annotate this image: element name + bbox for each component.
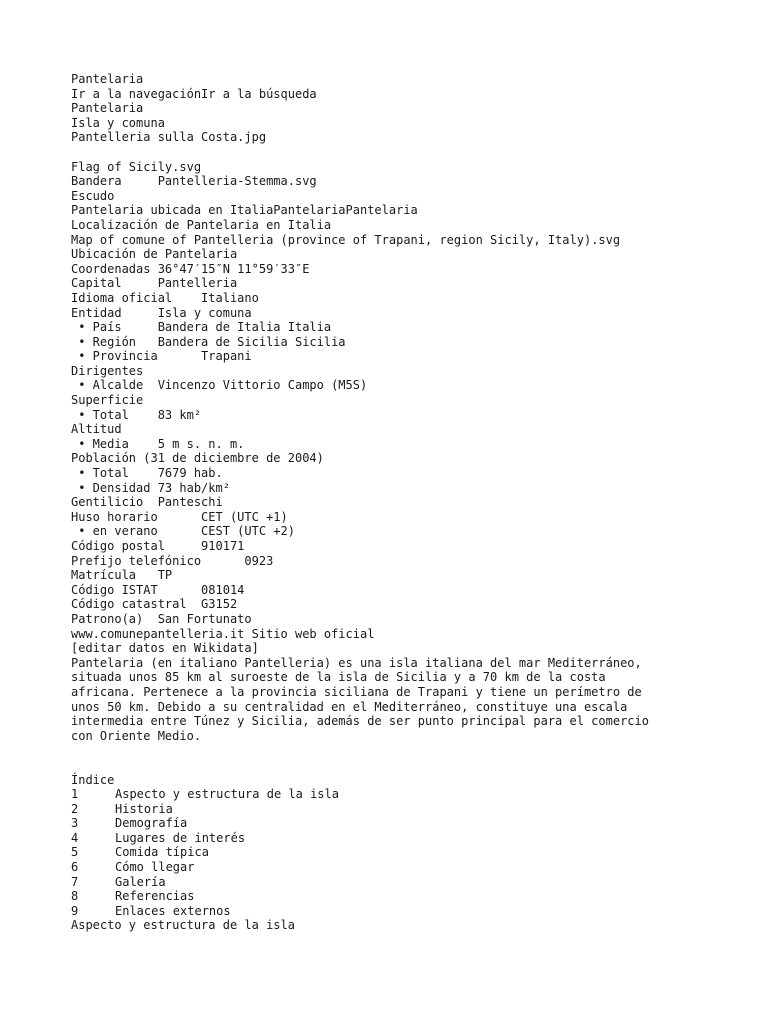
infobox-row: Altitud (71, 422, 122, 437)
toc-item-number: 9 (71, 903, 79, 918)
infobox-row: Capital Pantelleria (71, 276, 238, 291)
header-block (71, 72, 711, 145)
table-of-contents (71, 773, 711, 919)
skip-links[interactable]: Ir a la navegaciónIr a la búsqueda (71, 86, 317, 101)
comune-map-text[interactable]: Map of comune of Pantelleria (province of Trapani, region Sicily, Italy).svg (71, 232, 621, 247)
intro-line: Pantelaria (en italiano Pantelleria) es una isla italiana del mar Mediterráneo, (71, 655, 642, 670)
infobox-subtitle: Isla y comuna (71, 115, 165, 130)
coordinates[interactable]: Coordenadas 36°47′15″N 11°59′33″E (71, 261, 310, 276)
infobox-row: Matrícula TP (71, 568, 173, 583)
infobox-row: Entidad Isla y comuna (71, 305, 252, 320)
toc-item-number: 8 (71, 889, 79, 904)
toc-item-label[interactable]: Comida típica (115, 845, 209, 860)
toc-item-number: 2 (71, 801, 79, 816)
toc-item-number: 6 (71, 860, 79, 875)
infobox-row: Superficie (71, 393, 144, 408)
infobox-row: • en verano CEST (UTC +2) (71, 524, 295, 539)
infobox-title: Pantelaria (71, 101, 144, 116)
infobox-row: Código postal 910171 (71, 539, 245, 553)
spacer (71, 145, 711, 160)
infobox-row: • Densidad 73 hab/km² (71, 480, 230, 495)
toc-item-label[interactable]: Enlaces externos (115, 903, 231, 918)
toc-item-label[interactable]: Referencias (115, 889, 195, 904)
toc-item-label[interactable]: Aspecto y estructura de la isla (115, 787, 339, 802)
page-title: Pantelaria (71, 72, 144, 86)
infobox-media (71, 160, 711, 277)
infobox-row: • Provincia Trapani (71, 349, 252, 364)
escudo-label: Escudo (71, 188, 115, 203)
edit-wikidata-link[interactable]: [editar datos en Wikidata] (71, 641, 259, 656)
toc-item[interactable] (71, 831, 711, 846)
intro-line: africana. Pertenece a la provincia siciliana de Trapani y tiene un perímetro de (71, 684, 642, 699)
intro-paragraph (71, 656, 711, 744)
infobox-row: Gentilicio Panteschi (71, 495, 223, 510)
website-link[interactable]: www.comunepantelleria.it Sitio web oficial (71, 626, 375, 641)
toc-item-label[interactable]: Galería (115, 874, 166, 889)
main-image-caption[interactable]: Pantelleria sulla Costa.jpg (71, 130, 267, 145)
section-heading: Aspecto y estructura de la isla (71, 918, 295, 933)
toc-title: Índice (71, 772, 115, 787)
toc-item-number: 1 (71, 787, 79, 802)
spacer (71, 758, 711, 773)
toc-item[interactable] (71, 860, 711, 875)
flag-image-text[interactable]: Flag of Sicily.svg (71, 159, 202, 174)
bandera-row: Bandera Pantelleria-Stemma.svg (71, 174, 317, 189)
toc-item-number: 5 (71, 845, 79, 860)
toc-item[interactable] (71, 802, 711, 817)
infobox-row: • Total 7679 hab. (71, 466, 223, 481)
intro-line: unos 50 km. Debido a su centralidad en el Mediterráneo, constituye una escala (71, 699, 628, 714)
toc-item-label[interactable]: Demografía (115, 816, 188, 831)
infobox-row: • Alcalde Vincenzo Vittorio Campo (M5S) (71, 378, 368, 393)
location-map-text[interactable]: Pantelaria ubicada en ItaliaPantelariaPantelaria (71, 203, 418, 218)
infobox-row: Prefijo telefónico 0923 (71, 553, 274, 568)
toc-item[interactable] (71, 889, 711, 904)
intro-line: intermedia entre Túnez y Sicilia, además de ser punto principal para el comercio (71, 714, 649, 729)
toc-item[interactable] (71, 875, 711, 890)
location-caption: Localización de Pantelaria en Italia (71, 217, 332, 232)
infobox-row: • Media 5 m s. n. m. (71, 436, 245, 451)
infobox-row: • País Bandera de Italia Italia (71, 320, 332, 335)
infobox-row: Patrono(a) San Fortunato (71, 611, 252, 626)
toc-item[interactable] (71, 904, 711, 919)
spacer (71, 743, 711, 758)
infobox-row: Población (31 de diciembre de 2004) (71, 451, 324, 466)
infobox-table (71, 276, 711, 655)
infobox-row: Código ISTAT 081014 (71, 582, 245, 597)
intro-line: con Oriente Medio. (71, 728, 202, 743)
toc-item[interactable] (71, 845, 711, 860)
toc-item-label[interactable]: Historia (115, 801, 173, 816)
infobox-row: • Región Bandera de Sicilia Sicilia (71, 334, 346, 349)
ubicacion-caption: Ubicación de Pantelaria (71, 247, 238, 262)
infobox-row: Código catastral G3152 (71, 597, 238, 612)
infobox-row: Dirigentes (71, 363, 144, 378)
toc-item-number: 3 (71, 816, 79, 831)
toc-item[interactable] (71, 816, 711, 831)
toc-item[interactable] (71, 787, 711, 802)
toc-item-label[interactable]: Lugares de interés (115, 830, 246, 845)
toc-item-label[interactable]: Cómo llegar (115, 860, 195, 875)
toc-item-number: 7 (71, 874, 79, 889)
infobox-row: Huso horario CET (UTC +1) (71, 509, 288, 524)
document (71, 72, 711, 933)
infobox-row: • Total 83 km² (71, 407, 202, 422)
infobox-row: Idioma oficial Italiano (71, 290, 259, 305)
toc-item-number: 4 (71, 830, 79, 845)
intro-line: situada unos 85 km al suroeste de la isla de Sicilia y a 70 km de la costa (71, 670, 606, 685)
